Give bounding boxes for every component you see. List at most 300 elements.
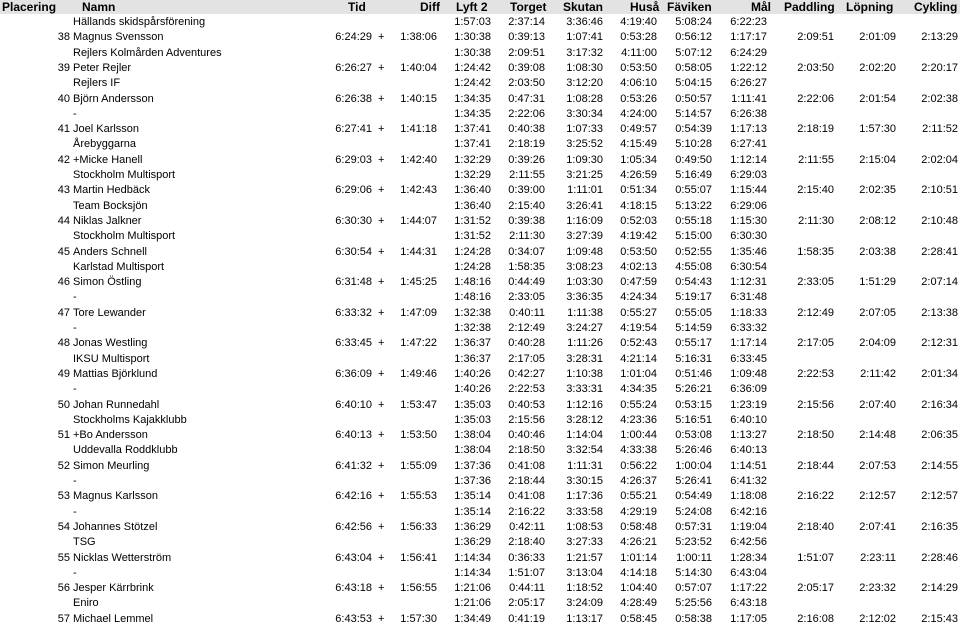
cell-skutan: 1:17:36 — [566, 490, 603, 503]
cell-lopning: 2:07:05 — [859, 306, 896, 319]
cell-lyft2: 1:14:34 — [454, 551, 491, 564]
cell-paddling: 2:16:22 — [797, 490, 834, 503]
cell-tid: 6:41:32 — [335, 459, 372, 472]
cell-skutan: 1:09:48 — [566, 245, 603, 258]
cell-paddling: 2:05:17 — [797, 582, 834, 595]
cell-husa: 0:52:03 — [620, 214, 657, 227]
cell-place: 55 — [57, 551, 70, 564]
cell-lyft2: 1:21:06 — [454, 597, 491, 610]
cell-diff: 1:56:55 — [400, 582, 437, 595]
cell-skutan: 1:03:30 — [566, 276, 603, 289]
cell-husa: 0:53:50 — [620, 245, 657, 258]
cell-lopning: 1:51:29 — [859, 276, 896, 289]
cell-skutan: 1:11:31 — [567, 459, 603, 472]
cell-paddling: 2:16:08 — [797, 612, 834, 625]
cell-mal: 1:12:31 — [730, 276, 767, 289]
cell-paddling: 2:03:50 — [797, 61, 834, 74]
col-header-torget[interactable]: Torget — [510, 0, 547, 14]
col-header-namn[interactable]: Namn — [82, 0, 116, 14]
cell-tid: 6:43:18 — [335, 582, 372, 595]
cell-husa: 0:55:27 — [620, 306, 657, 319]
cell-name: Rejlers IF — [73, 77, 121, 90]
cell-husa: 4:29:19 — [620, 505, 657, 518]
cell-mal: 1:35:46 — [730, 245, 767, 258]
cell-name: Martin Hedbäck — [73, 184, 151, 197]
cell-husa: 1:01:04 — [620, 367, 657, 380]
cell-tid: 6:36:09 — [335, 367, 372, 380]
cell-name: Uddevalla Roddklubb — [73, 444, 178, 457]
cell-paddling: 2:11:55 — [798, 153, 834, 166]
cell-husa: 4:06:10 — [620, 77, 657, 90]
cell-lyft2: 1:32:29 — [454, 153, 491, 166]
cell-husa: 0:47:59 — [620, 276, 657, 289]
cell-faviken: 5:08:24 — [675, 16, 712, 28]
cell-husa: 1:01:14 — [620, 551, 657, 564]
cell-tid: 6:29:03 — [335, 153, 372, 166]
cell-torget: 0:40:46 — [508, 429, 545, 442]
col-header-husa[interactable]: Huså — [630, 0, 660, 14]
cell-paddling: 2:22:06 — [797, 92, 834, 105]
cell-lyft2: 1:38:04 — [454, 429, 491, 442]
cell-tid: 6:40:10 — [335, 398, 372, 411]
cell-paddling: 2:15:56 — [797, 398, 834, 411]
cell-torget: 0:40:38 — [508, 123, 545, 136]
cell-faviken: 1:00:11 — [676, 551, 712, 564]
cell-place: 43 — [57, 184, 70, 197]
cell-tid: 6:43:04 — [335, 551, 372, 564]
cell-name: Jesper Kärrbrink — [73, 582, 154, 595]
cell-plus: + — [378, 61, 385, 74]
cell-faviken: 5:13:22 — [675, 199, 712, 212]
cell-cykling: 2:11:52 — [922, 123, 958, 136]
cell-lopning: 1:57:30 — [859, 123, 896, 136]
cell-faviken: 5:26:46 — [675, 444, 712, 457]
cell-place: 40 — [57, 92, 70, 105]
col-header-placering[interactable]: Placering — [2, 0, 57, 14]
table-row — [0, 275, 960, 290]
cell-plus: + — [378, 153, 385, 166]
table-row — [0, 489, 960, 504]
cell-skutan: 1:10:38 — [566, 367, 603, 380]
cell-lopning: 2:04:09 — [859, 337, 896, 350]
cell-diff: 1:38:06 — [400, 31, 437, 44]
cell-tid: 6:33:32 — [335, 306, 372, 319]
cell-skutan: 3:33:58 — [566, 505, 603, 518]
table-row — [0, 61, 960, 76]
cell-mal: 6:26:27 — [730, 77, 767, 90]
cell-plus: + — [378, 490, 385, 503]
cell-diff: 1:53:47 — [400, 398, 437, 411]
col-header-paddling[interactable]: Paddling — [784, 0, 835, 14]
cell-lyft2: 1:37:41 — [454, 123, 491, 136]
cell-mal: 1:15:44 — [730, 184, 767, 197]
cell-tid: 6:42:56 — [335, 520, 372, 533]
cell-lopning: 2:07:53 — [859, 459, 896, 472]
col-header-lopning[interactable]: Löpning — [846, 0, 894, 14]
table-row — [0, 137, 960, 152]
cell-skutan: 1:09:30 — [566, 153, 603, 166]
cell-name: - — [73, 505, 77, 518]
cell-faviken: 0:56:12 — [675, 31, 712, 44]
cell-cykling: 2:15:43 — [921, 612, 958, 625]
cell-torget: 2:18:40 — [508, 536, 545, 549]
cell-skutan: 3:17:32 — [566, 46, 603, 59]
cell-mal: 6:24:29 — [730, 46, 767, 59]
cell-lyft2: 1:37:41 — [454, 138, 491, 151]
table-row — [0, 260, 960, 275]
cell-torget: 2:16:22 — [508, 505, 545, 518]
cell-lopning: 2:08:12 — [859, 214, 896, 227]
cell-faviken: 0:54:39 — [675, 123, 712, 136]
cell-name: - — [73, 383, 77, 396]
cell-tid: 6:27:41 — [335, 123, 372, 136]
col-header-skutan[interactable]: Skutan — [563, 0, 604, 14]
cell-cykling: 2:02:38 — [921, 92, 958, 105]
table-row — [0, 428, 960, 443]
table-row — [0, 306, 960, 321]
cell-lyft2: 1:24:42 — [454, 77, 491, 90]
cell-torget: 0:39:00 — [508, 184, 545, 197]
cell-faviken: 0:57:07 — [675, 582, 712, 595]
cell-mal: 1:28:34 — [730, 551, 767, 564]
cell-husa: 4:23:36 — [620, 413, 657, 426]
cell-husa: 4:02:13 — [620, 260, 657, 273]
cell-place: 57 — [57, 612, 70, 625]
table-row — [0, 321, 960, 336]
cell-lopning: 2:07:40 — [859, 398, 896, 411]
cell-husa: 0:56:22 — [620, 459, 657, 472]
cell-husa: 4:26:59 — [620, 169, 657, 181]
cell-mal: 6:29:03 — [730, 169, 767, 181]
cell-faviken: 0:54:49 — [675, 490, 712, 503]
cell-mal: 6:22:23 — [730, 16, 767, 28]
cell-husa: 4:26:37 — [620, 475, 657, 487]
cell-cykling: 2:28:41 — [921, 245, 958, 258]
cell-skutan: 3:30:34 — [566, 107, 603, 120]
cell-name: Johannes Stötzel — [73, 520, 158, 533]
table-row — [0, 520, 960, 535]
cell-plus: + — [378, 459, 385, 472]
cell-lyft2: 1:32:38 — [454, 322, 491, 334]
cell-husa: 0:53:28 — [620, 31, 657, 44]
cell-lyft2: 1:21:06 — [454, 582, 491, 595]
cell-lyft2: 1:35:03 — [454, 413, 491, 426]
cell-plus: + — [378, 92, 385, 105]
cell-husa: 4:18:15 — [620, 199, 657, 212]
cell-lopning: 2:12:02 — [859, 612, 896, 625]
cell-faviken: 0:54:43 — [675, 276, 712, 289]
cell-faviken: 0:55:07 — [675, 184, 712, 197]
table-row — [0, 443, 960, 458]
cell-diff: 1:53:50 — [400, 429, 437, 442]
cell-cykling: 2:10:51 — [921, 184, 958, 197]
cell-mal: 6:33:32 — [730, 322, 767, 334]
cell-name: Joel Karlsson — [73, 123, 140, 136]
cell-husa: 0:52:43 — [620, 337, 657, 350]
table-row — [0, 581, 960, 596]
cell-mal: 6:40:13 — [730, 444, 767, 457]
cell-tid: 6:26:38 — [335, 92, 372, 105]
cell-mal: 6:41:32 — [730, 475, 767, 487]
col-header-mal[interactable]: Mål — [751, 0, 772, 14]
cell-name: +Micke Hanell — [73, 153, 143, 166]
cell-plus: + — [378, 31, 385, 44]
cell-lopning: 2:23:32 — [859, 582, 896, 595]
cell-paddling: 2:17:05 — [797, 337, 834, 350]
cell-diff: 1:42:43 — [400, 184, 437, 197]
cell-lopning: 2:01:09 — [859, 31, 896, 44]
cell-torget: 2:22:53 — [508, 383, 545, 396]
cell-faviken: 5:15:00 — [675, 230, 712, 243]
cell-torget: 2:33:05 — [508, 291, 545, 304]
cell-name: - — [73, 322, 77, 334]
cell-diff: 1:42:40 — [400, 153, 437, 166]
cell-lopning: 2:14:48 — [859, 429, 896, 442]
cell-lopning: 2:03:38 — [859, 245, 896, 258]
table-row — [0, 474, 960, 489]
cell-faviken: 5:19:17 — [675, 291, 712, 304]
cell-husa: 0:55:24 — [620, 398, 657, 411]
cell-mal: 6:42:56 — [730, 536, 767, 549]
table-row — [0, 413, 960, 428]
cell-skutan: 1:07:33 — [566, 123, 603, 136]
table-row — [0, 352, 960, 367]
cell-place: 38 — [57, 31, 70, 44]
cell-faviken: 0:55:05 — [675, 306, 712, 319]
cell-skutan: 1:08:53 — [566, 520, 603, 533]
table-row — [0, 30, 960, 45]
cell-faviken: 5:26:41 — [675, 475, 712, 487]
cell-faviken: 0:50:57 — [675, 92, 712, 105]
table-row — [0, 122, 960, 137]
cell-cykling: 2:14:29 — [921, 582, 958, 595]
cell-mal: 6:26:38 — [730, 107, 767, 120]
cell-name: Jonas Westling — [73, 337, 148, 350]
cell-skutan: 1:07:41 — [566, 31, 603, 44]
cell-lyft2: 1:36:40 — [454, 199, 491, 212]
table-header — [0, 0, 960, 14]
cell-lyft2: 1:34:35 — [454, 92, 491, 105]
cell-torget: 2:15:56 — [508, 413, 545, 426]
cell-mal: 6:30:30 — [730, 230, 767, 243]
cell-faviken: 5:26:21 — [675, 383, 712, 396]
cell-name: Årebyggarna — [73, 138, 136, 151]
cell-mal: 6:42:16 — [730, 505, 767, 518]
cell-faviken: 0:55:18 — [675, 214, 712, 227]
cell-lyft2: 1:32:38 — [454, 306, 491, 319]
cell-plus: + — [378, 306, 385, 319]
cell-husa: 0:53:50 — [620, 61, 657, 74]
cell-cykling: 2:13:29 — [921, 31, 958, 44]
cell-husa: 0:49:57 — [620, 123, 657, 136]
cell-lyft2: 1:30:38 — [454, 31, 491, 44]
cell-tid: 6:30:54 — [335, 245, 372, 258]
cell-lyft2: 1:38:04 — [454, 444, 491, 457]
cell-cykling: 2:07:14 — [921, 276, 958, 289]
cell-lyft2: 1:37:36 — [454, 475, 491, 487]
table-row — [0, 459, 960, 474]
cell-diff: 1:44:31 — [400, 245, 437, 258]
cell-place: 49 — [57, 367, 70, 380]
cell-paddling: 2:12:49 — [797, 306, 834, 319]
cell-plus: + — [378, 582, 385, 595]
cell-lyft2: 1:31:52 — [454, 230, 491, 243]
cell-skutan: 3:27:39 — [566, 230, 603, 243]
cell-torget: 0:44:49 — [508, 276, 545, 289]
cell-lyft2: 1:36:29 — [454, 520, 491, 533]
cell-cykling: 2:28:46 — [921, 551, 958, 564]
cell-paddling: 2:18:40 — [797, 520, 834, 533]
cell-name: Magnus Svensson — [73, 31, 164, 44]
cell-paddling: 2:18:44 — [797, 459, 834, 472]
col-header-lyft2[interactable]: Lyft 2 — [456, 0, 488, 14]
table-row — [0, 245, 960, 260]
table-row — [0, 183, 960, 198]
cell-name: Stockholm Multisport — [73, 169, 176, 181]
cell-paddling: 1:58:35 — [797, 245, 834, 258]
cell-lyft2: 1:24:28 — [454, 245, 491, 258]
cell-lyft2: 1:14:34 — [454, 566, 491, 579]
cell-torget: 0:39:38 — [508, 214, 545, 227]
cell-cykling: 2:02:04 — [921, 153, 958, 166]
cell-lyft2: 1:36:37 — [454, 352, 491, 365]
cell-name: Johan Runnedahl — [73, 398, 160, 411]
cell-lyft2: 1:24:42 — [454, 61, 491, 74]
cell-lyft2: 1:40:26 — [454, 383, 491, 396]
cell-lopning: 2:02:35 — [859, 184, 896, 197]
cell-skutan: 3:28:31 — [566, 352, 603, 365]
cell-lyft2: 1:35:14 — [454, 505, 491, 518]
cell-lyft2: 1:36:37 — [454, 337, 491, 350]
cell-torget: 0:40:28 — [508, 337, 545, 350]
cell-diff: 1:49:46 — [400, 367, 437, 380]
cell-mal: 1:14:51 — [730, 459, 767, 472]
cell-paddling: 1:51:07 — [797, 551, 834, 564]
cell-lopning: 2:07:41 — [859, 520, 896, 533]
cell-torget: 0:40:53 — [508, 398, 545, 411]
col-header-diff[interactable]: Diff — [420, 0, 440, 14]
cell-name: Tore Lewander — [73, 306, 146, 319]
table-row — [0, 153, 960, 168]
cell-torget: 0:41:08 — [508, 459, 545, 472]
cell-mal: 6:40:10 — [730, 413, 767, 426]
cell-mal: 1:17:05 — [730, 612, 767, 625]
cell-skutan: 3:33:31 — [566, 383, 603, 396]
cell-torget: 2:15:40 — [508, 199, 545, 212]
cell-lyft2: 1:30:38 — [454, 46, 491, 59]
cell-skutan: 3:32:54 — [566, 444, 603, 457]
cell-skutan: 1:08:30 — [566, 61, 603, 74]
cell-name: Magnus Karlsson — [73, 490, 158, 503]
cell-tid: 6:40:13 — [335, 429, 372, 442]
table-row — [0, 107, 960, 122]
cell-husa: 4:21:14 — [620, 352, 657, 365]
cell-skutan: 1:11:26 — [567, 337, 603, 350]
cell-skutan: 3:36:46 — [566, 16, 603, 28]
cell-plus: + — [378, 398, 385, 411]
cell-name: Peter Rejler — [73, 61, 132, 74]
cell-cykling: 2:13:38 — [921, 306, 958, 319]
cell-skutan: 1:11:01 — [567, 184, 603, 197]
cell-name: - — [73, 475, 77, 487]
cell-diff: 1:55:53 — [400, 490, 437, 503]
cell-cykling: 2:16:35 — [921, 520, 958, 533]
cell-skutan: 1:16:09 — [566, 214, 603, 227]
cell-husa: 4:28:49 — [620, 597, 657, 610]
table-row — [0, 290, 960, 305]
cell-plus: + — [378, 276, 385, 289]
cell-lyft2: 1:32:29 — [454, 169, 491, 181]
cell-lyft2: 1:35:03 — [454, 398, 491, 411]
cell-mal: 1:19:04 — [730, 520, 767, 533]
cell-plus: + — [378, 612, 385, 625]
table-row — [0, 92, 960, 107]
cell-diff: 1:40:04 — [400, 61, 437, 74]
cell-husa: 0:51:34 — [620, 184, 657, 197]
cell-diff: 1:56:33 — [400, 520, 437, 533]
cell-lyft2: 1:48:16 — [454, 291, 491, 304]
cell-faviken: 5:24:08 — [675, 505, 712, 518]
cell-torget: 2:18:19 — [508, 138, 545, 151]
cell-place: 48 — [57, 337, 70, 350]
table-row — [0, 15, 960, 30]
table-row — [0, 566, 960, 581]
cell-place: 51 — [57, 429, 70, 442]
cell-faviken: 1:00:04 — [675, 459, 712, 472]
cell-name: Hällands skidspårsförening — [73, 16, 206, 28]
cell-skutan: 3:21:25 — [566, 169, 603, 181]
cell-mal: 1:23:19 — [730, 398, 767, 411]
cell-torget: 0:41:19 — [508, 612, 545, 625]
cell-place: 42 — [57, 153, 70, 166]
cell-husa: 1:04:40 — [620, 582, 657, 595]
cell-faviken: 5:04:15 — [675, 77, 712, 90]
cell-name: - — [73, 291, 77, 304]
cell-husa: 4:19:54 — [620, 322, 657, 334]
cell-husa: 4:24:34 — [620, 291, 657, 304]
cell-paddling: 2:11:30 — [798, 214, 834, 227]
col-header-faviken[interactable]: Fäviken — [667, 0, 712, 14]
cell-torget: 0:42:11 — [509, 520, 545, 533]
cell-husa: 4:33:38 — [620, 444, 657, 457]
cell-skutan: 3:26:41 — [566, 199, 603, 212]
table-row — [0, 336, 960, 351]
cell-cykling: 2:01:34 — [921, 367, 958, 380]
cell-cykling: 2:12:31 — [921, 337, 958, 350]
cell-husa: 1:05:34 — [620, 153, 657, 166]
cell-torget: 2:37:14 — [508, 16, 545, 28]
cell-mal: 1:12:14 — [730, 153, 767, 166]
cell-paddling: 2:33:05 — [797, 276, 834, 289]
cell-faviken: 0:49:50 — [675, 153, 712, 166]
cell-lyft2: 1:37:36 — [454, 459, 491, 472]
cell-lyft2: 1:31:52 — [454, 214, 491, 227]
table-row — [0, 535, 960, 550]
cell-lyft2: 1:40:26 — [454, 367, 491, 380]
cell-place: 50 — [57, 398, 70, 411]
cell-tid: 6:26:27 — [335, 61, 372, 74]
cell-lyft2: 1:35:14 — [454, 490, 491, 503]
col-header-cykling[interactable]: Cykling — [914, 0, 958, 14]
table-row — [0, 367, 960, 382]
cell-skutan: 3:08:23 — [566, 260, 603, 273]
col-header-tid[interactable]: Tid — [348, 0, 366, 14]
cell-mal: 1:15:30 — [730, 214, 767, 227]
cell-torget: 2:12:49 — [508, 322, 545, 334]
cell-faviken: 5:23:52 — [675, 536, 712, 549]
cell-mal: 6:36:09 — [730, 383, 767, 396]
cell-diff: 1:41:18 — [400, 123, 437, 136]
